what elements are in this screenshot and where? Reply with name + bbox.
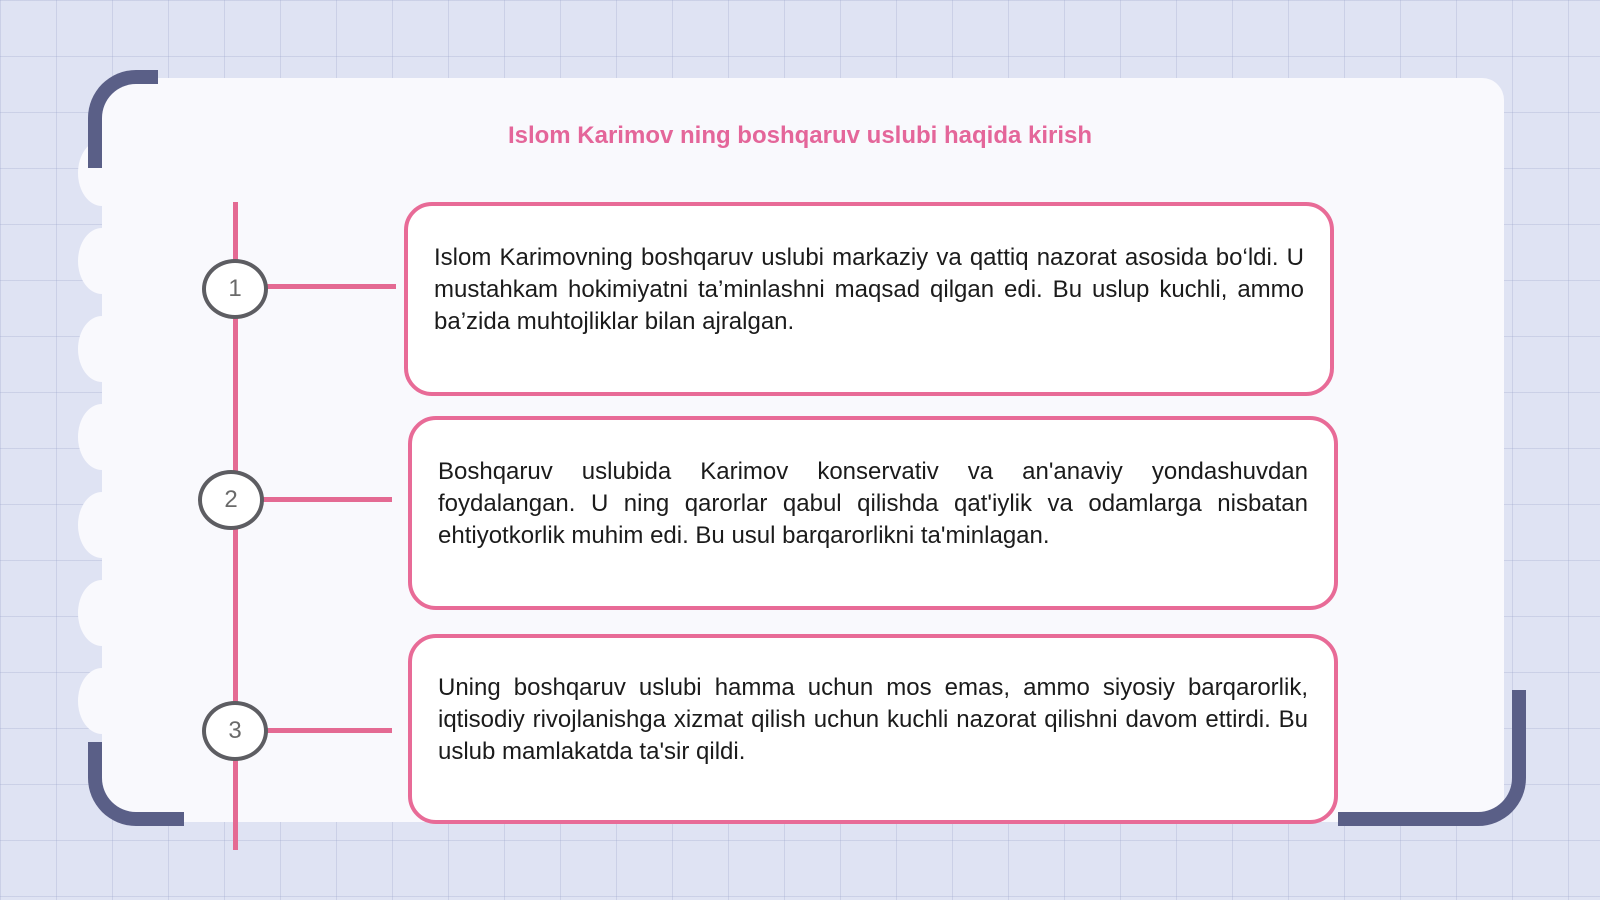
paper-scallop	[78, 492, 126, 558]
paper-scallop	[78, 228, 126, 294]
timeline-card-3	[408, 634, 1338, 824]
corner-bracket-top-left	[88, 70, 158, 168]
timeline-connector-2	[262, 497, 392, 502]
timeline-node-2: 2	[198, 470, 264, 530]
timeline-node-3: 3	[202, 701, 268, 761]
corner-bracket-bottom-left	[88, 742, 184, 826]
timeline-connector-1	[266, 284, 396, 289]
timeline-card-1	[404, 202, 1334, 396]
timeline-card-text: Uning boshqaruv uslubi hamma uchun mos emas, ammo siyosiy barqarorlik, iqtisodiy rivojlanishga xizmat qilish uchun kuchli nazorat qilishni davom ettirdi. Bu uslub mamlakatda ta'sir qildi.	[438, 674, 1308, 765]
timeline-card-text: Boshqaruv uslubida Karimov konservativ va an'anaviy yondashuvdan foydalangan. U ning qarorlar qabul qilishda qat'iylik va odamlarga nisbatan ehtiyotkorlik muhim edi. Bu usul barqarorlikni ta'minlagan.	[438, 458, 1308, 549]
slide-title: Islom Karimov ning boshqaruv uslubi haqida kirish	[507, 122, 1093, 149]
timeline-card-text: Islom Karimovning boshqaruv uslubi markaziy va qattiq nazorat asosida bo‘ldi. U mustahkam hokimiyatni ta’minlashni maqsad qilgan edi. Bu uslup kuchli, ammo ba’zida muhtojliklar bilan ajralgan.	[434, 244, 1304, 335]
paper-scallop	[78, 668, 126, 734]
timeline-node-1: 1	[202, 259, 268, 319]
timeline-connector-3	[266, 728, 392, 733]
paper-scallop	[78, 316, 126, 382]
paper-scallop	[78, 580, 126, 646]
timeline-card-2	[408, 416, 1338, 610]
corner-bracket-bottom-right	[1338, 690, 1526, 826]
paper-scallop	[78, 404, 126, 470]
